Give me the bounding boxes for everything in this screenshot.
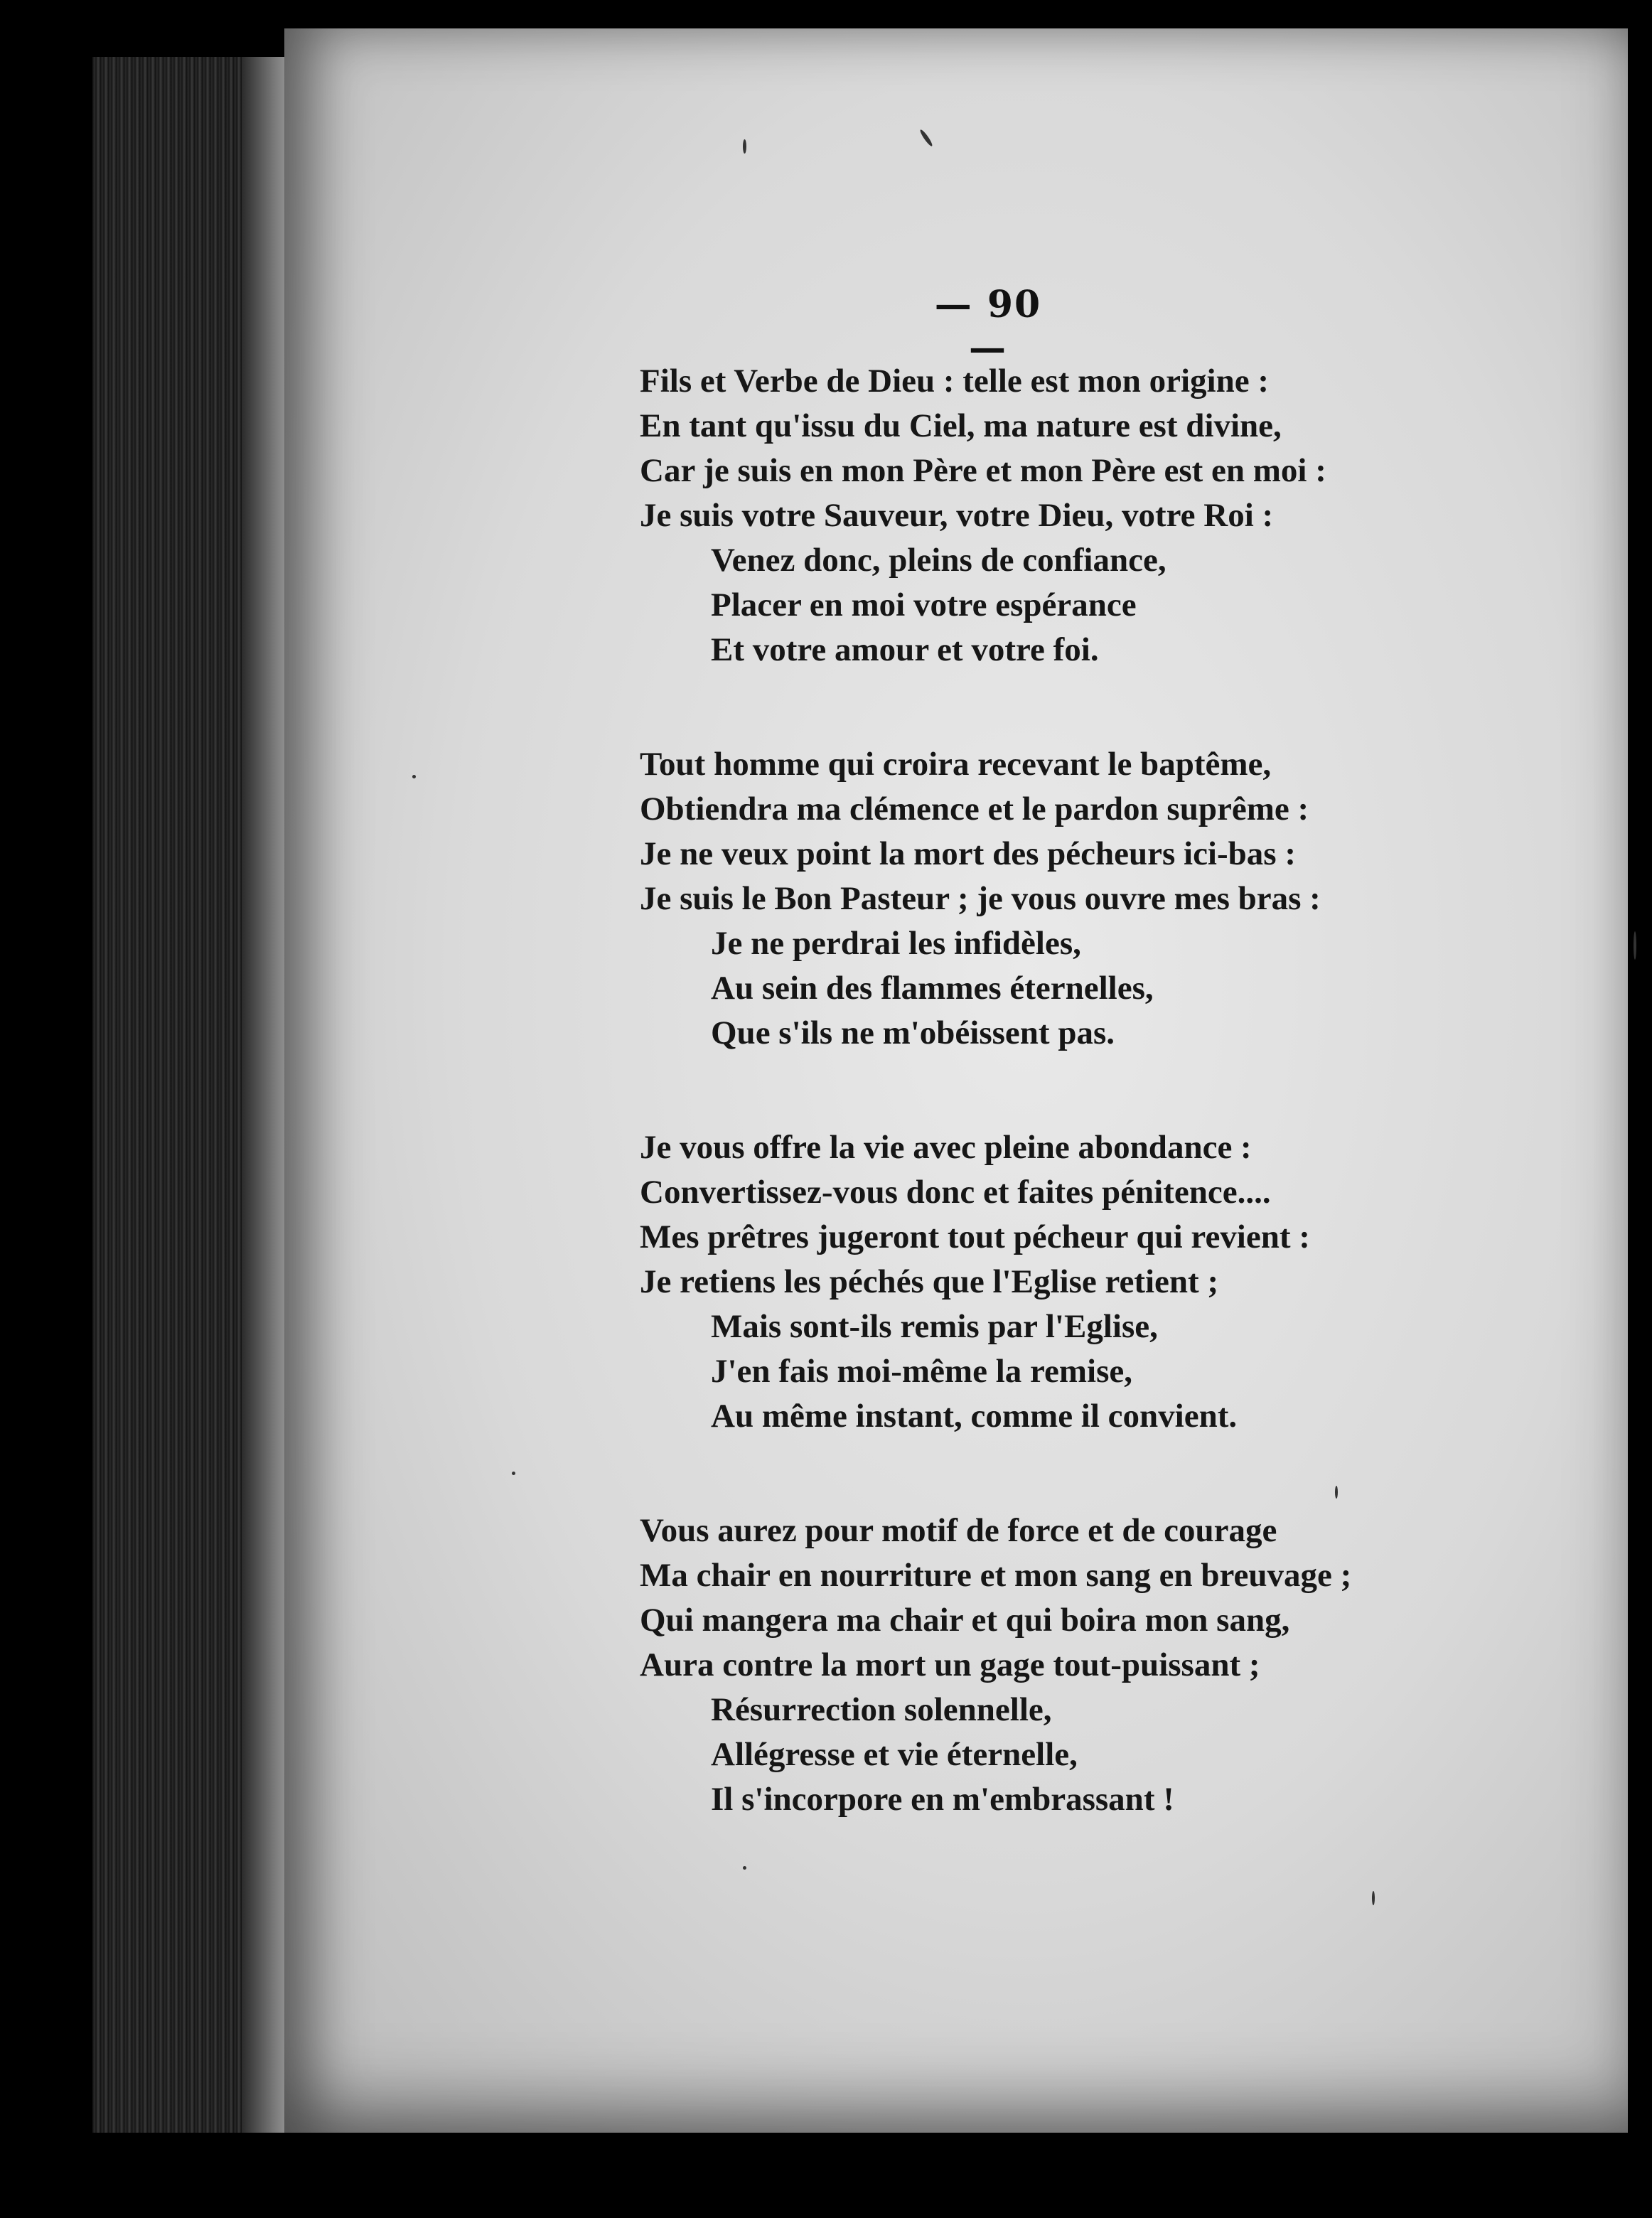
poem-line: Au même instant, comme il convient. (711, 1398, 1238, 1435)
poem-line: Vous aurez pour motif de force et de courage (640, 1512, 1277, 1549)
poem-line: Ma chair en nourriture et mon sang en breuvage ; (640, 1557, 1352, 1594)
poem-line: Obtiendra ma clémence et le pardon suprême : (640, 791, 1309, 827)
poem-line: Qui mangera ma chair et qui boira mon sang, (640, 1602, 1290, 1639)
poem-line: Mais sont-ils remis par l'Eglise, (711, 1308, 1158, 1345)
poem-line: Je retiens les péchés que l'Eglise retient ; (640, 1263, 1219, 1300)
book-binding-edge (92, 57, 299, 2133)
stanza-2 (640, 742, 1464, 1056)
stanza-1 (640, 359, 1464, 673)
poem-line: Fils et Verbe de Dieu : telle est mon origine : (640, 363, 1269, 400)
poem-line: Je suis votre Sauveur, votre Dieu, votre Roi : (640, 497, 1274, 534)
poem-line: Aura contre la mort un gage tout-puissant ; (640, 1646, 1260, 1683)
poem-line: Au sein des flammes éternelles, (711, 970, 1154, 1007)
poem-line: Placer en moi votre espérance (711, 586, 1137, 623)
poem-line: Que s'ils ne m'obéissent pas. (711, 1014, 1115, 1051)
poem-line: Résurrection solennelle, (711, 1691, 1052, 1728)
stanza-4 (640, 1509, 1464, 1822)
poem-line: Mes prêtres jugeront tout pécheur qui revient : (640, 1218, 1310, 1255)
poem-line: Et votre amour et votre foi. (711, 631, 1099, 668)
stanza-3 (640, 1125, 1464, 1439)
poem-line: Je ne perdrai les infidèles, (711, 925, 1081, 962)
poem-line: En tant qu'issu du Ciel, ma nature est divine, (640, 407, 1282, 444)
scan-border (1628, 0, 1652, 2218)
poem-line: Il s'incorpore en m'embrassant ! (711, 1781, 1174, 1818)
page-number: — 90 — (934, 283, 1042, 370)
poem-line: Tout homme qui croira recevant le baptême, (640, 746, 1272, 783)
poem-line: Convertissez-vous donc et faites pénitence.... (640, 1174, 1271, 1211)
poem-line: Je suis le Bon Pasteur ; je vous ouvre mes bras : (640, 880, 1321, 917)
poem-text (640, 359, 1464, 1892)
poem-line: Allégresse et vie éternelle, (711, 1736, 1078, 1773)
poem-line: Je vous offre la vie avec pleine abondance : (640, 1129, 1252, 1166)
poem-line: Venez donc, pleins de confiance, (711, 542, 1166, 579)
poem-line: Car je suis en mon Père et mon Père est en moi : (640, 452, 1326, 489)
poem-line: Je ne veux point la mort des pécheurs ici-bas : (640, 835, 1296, 872)
poem-line: J'en fais moi-même la remise, (711, 1353, 1132, 1390)
